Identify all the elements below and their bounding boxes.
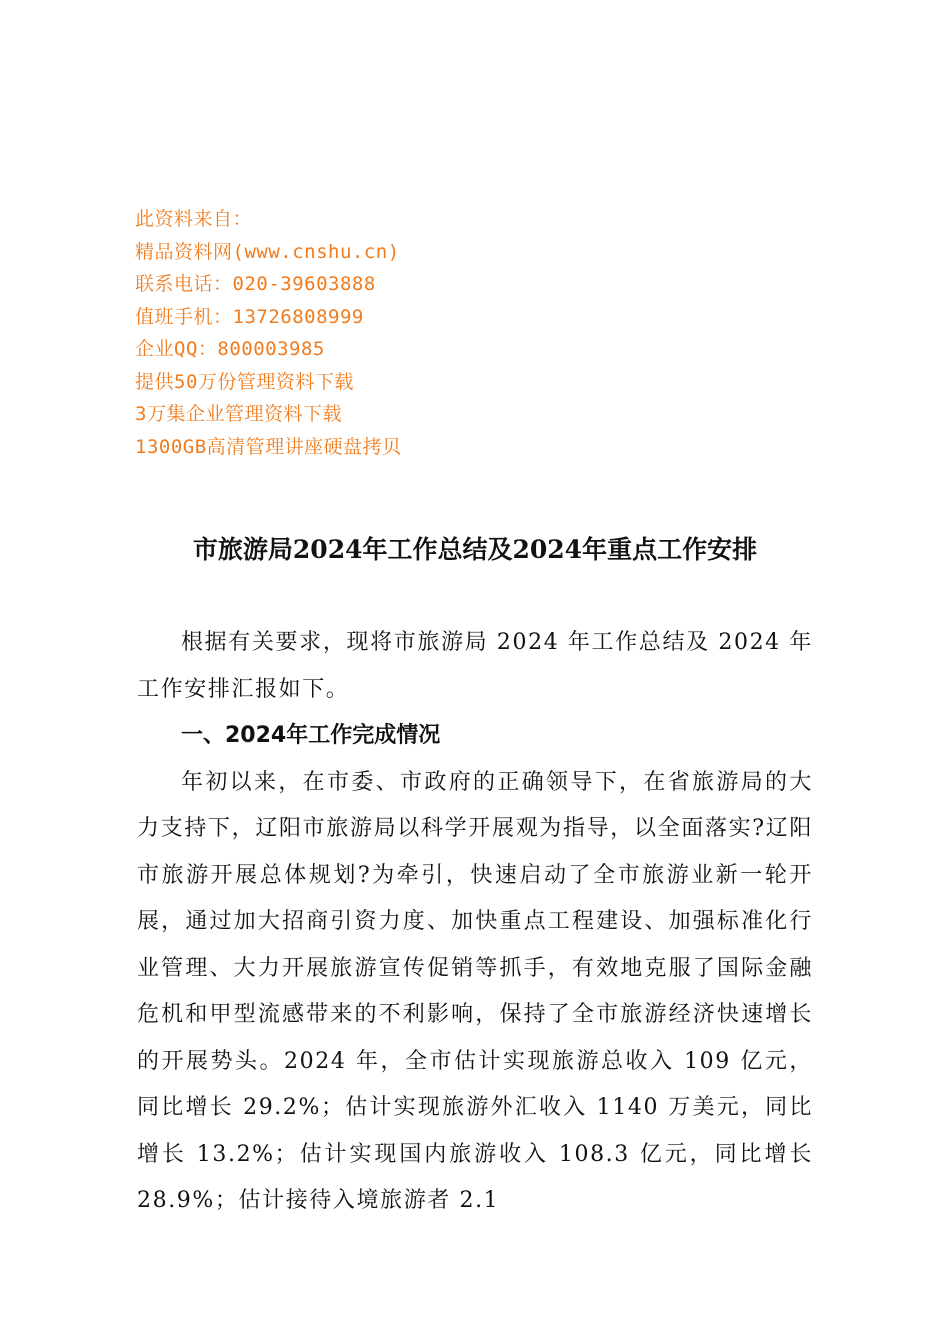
document-body xyxy=(137,620,813,1225)
source-line: 精品资料网(www.cnshu.cn) xyxy=(135,240,400,263)
document-title: 市旅游局2024年工作总结及2024年重点工作安排 xyxy=(192,535,758,564)
source-line: 联系电话：020-39603888 xyxy=(135,273,376,295)
section-heading: 一、2024年工作完成情况 xyxy=(181,723,441,748)
source-line: 企业QQ：800003985 xyxy=(135,338,325,360)
body-paragraph: 年初以来，在市委、市政府的正确领导下，在省旅游局的大力支持下，辽阳市旅游局以科学开展观为指导，以全面落实?辽阳市旅游开展总体规划?为牵引，快速启动了全市旅游业新一轮开展，通过加大招商引资力度、加快重点工程建设、加强标准化行业管理、大力开展旅游宣传促销等抓手，有效地克服了国际金融危机和甲型流感带来的不利影响，保持了全市旅游经济快速增长的开展势头。2024 年，全市估计实现旅游总收入 109 亿元，同比增长 29.2%；估计实现旅游外汇收入 1140 万美元，同比增长 13.2%；估计实现国内旅游收入 108.3 亿元，同比增长 28.9%；估计接待入境旅游者 2.1 xyxy=(137,769,813,1213)
source-line: 3万集企业管理资料下载 xyxy=(135,403,342,425)
intro-paragraph: 根据有关要求，现将市旅游局 2024 年工作总结及 2024 年工作安排汇报如下。 xyxy=(137,630,813,702)
source-info-block xyxy=(135,203,735,463)
source-line: 提供50万份管理资料下载 xyxy=(135,370,354,393)
source-line: 此资料来自： xyxy=(135,208,253,230)
source-line: 值班手机：13726808999 xyxy=(135,305,364,328)
source-line: 1300GB高清管理讲座硬盘拷贝 xyxy=(135,435,402,458)
